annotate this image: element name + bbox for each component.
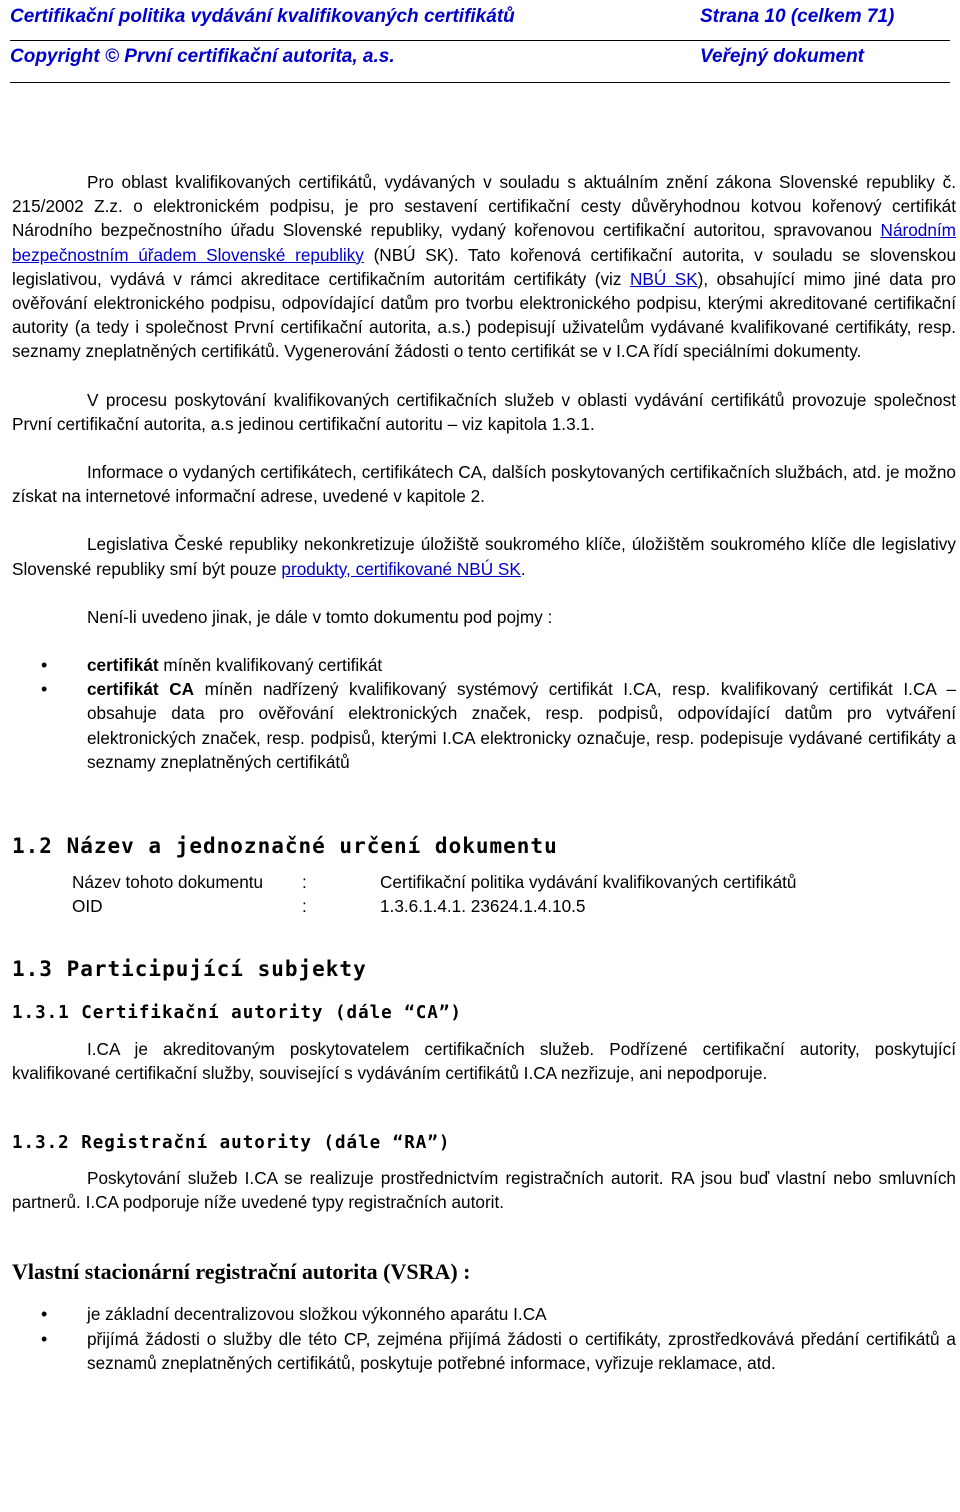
vsra-heading: Vlastní stacionární registrační autorita (VSRA) : — [12, 1259, 471, 1285]
key: OID — [72, 896, 103, 917]
header-row-1 — [10, 6, 950, 38]
header-row-2 — [10, 46, 950, 78]
text: ), obsahující mimo jiné data pro ověřování elektronického podpisu, odpovídající datům pro tvorbu elektronického podpisu, kterými akreditované certifikační autority (a tedy i společnost První certifikační autorita, a.s.) podepisují uživatelům vydávané kvalifikované certifikáty, resp. seznamy zneplatněných certifikátů. Vygenerování žádosti o tento certifikát se v I.CA řídí speciálními dokumenty. — [12, 268, 956, 362]
document-classification: Veřejný dokument — [700, 46, 865, 67]
section-heading-1-2: 1.2 Název a jednoznačné určení dokumentu — [12, 834, 558, 859]
copyright: Copyright © První certifikační autorita, a.s. — [10, 46, 395, 67]
term: certifikát CA — [87, 679, 195, 700]
text: Legislativa České republiky nekonkretizuje úložiště soukromého klíče, úložištěm soukromého klíče dle legislativy Slovenské republiky smí být pouze — [12, 534, 956, 579]
paragraph-terms-intro: Není-li uvedeno jinak, je dále v tomto dokumentu pod pojmy : — [87, 606, 553, 627]
paragraph-trust-anchor — [12, 170, 956, 364]
terms-list — [12, 653, 956, 774]
value: 1.3.6.1.4.1. 23624.1.4.10.5 — [380, 896, 586, 917]
separator: : — [302, 872, 307, 893]
header-bottom-line — [10, 82, 950, 83]
page-header — [0, 0, 960, 84]
paragraph-process: V procesu poskytování kvalifikovaných certifikačních služeb v oblasti vydávání certifikátů provozuje společnost První certifikační autorita, a.s jedinou certifikační autoritu – viz kapitola 1.3.1. — [12, 389, 956, 434]
list-item — [87, 653, 956, 677]
page-number: Strana 10 (celkem 71) — [700, 6, 895, 27]
subsection-heading-1-3-1: 1.3.1 Certifikační autority (dále “CA”) — [12, 1002, 462, 1023]
link-nbu-sk[interactable]: NBÚ SK — [629, 268, 698, 289]
term: certifikát — [87, 655, 159, 676]
page-content — [12, 170, 956, 1375]
vsra-list — [12, 1302, 956, 1375]
header-divider — [10, 40, 950, 41]
list-item: • je základní decentralizovou složkou výkonného aparátu I.CA — [87, 1302, 956, 1326]
list-item — [87, 677, 956, 774]
doc-name-row — [12, 870, 956, 894]
paragraph-information: Informace o vydaných certifikátech, certifikátech CA, dalších poskytovaných certifikačních službách, atd. je možno získat na internetové informační adrese, uvedené v kapitole 2. — [12, 462, 956, 507]
text: (NBÚ SK). Tato kořenová certifikační autorita, v souladu se slovenskou legislativou, vydává v rámci akreditace certifikačním autoritám certifikáty (viz — [12, 244, 956, 289]
separator: : — [302, 896, 307, 917]
section-heading-1-3: 1.3 Participující subjekty — [12, 956, 367, 981]
link-certified-products[interactable]: produkty, certifikované NBÚ SK — [281, 558, 521, 579]
subsection-heading-1-3-2: 1.3.2 Registrační autority (dále “RA”) — [12, 1133, 451, 1154]
definition: míněn nadřízený kvalifikovaný systémový certifikát I.CA, resp. kvalifikovaný certifikát I.CA – obsahuje data pro ověřování elektronických značek, resp. podpisů, odpovídající datům pro vytváření elektronických značek, resp. podpisů, kterými I.CA elektronicky označuje, resp. podepisuje vydávané certifikáty a seznamy zneplatněných certifikátů — [87, 679, 956, 772]
key: Název tohoto dokumentu — [72, 872, 264, 893]
definition: míněn kvalifikovaný certifikát — [158, 655, 383, 676]
paragraph-ra: Poskytování služeb I.CA se realizuje prostřednictvím registračních autorit. RA jsou buď vlastní nebo smluvních partnerů. I.CA podporuje níže uvedené typy registračních autorit. — [12, 1167, 956, 1212]
text: Pro oblast kvalifikovaných certifikátů, vydávaných v souladu s aktuálním znění zákona Slovenské republiky č. 215/2002 Z.z. o elektronickém podpisu, je pro sestavení certifikační cesty důvěryhodnou kotvou kořenový certifikát Národního bezpečnostního úřadu Slovenské republiky, vydaný kořenovou certifikační autoritou, spravovanou — [12, 172, 956, 241]
text: . — [520, 558, 526, 579]
document-title: Certifikační politika vydávání kvalifikovaných certifikátů — [10, 6, 515, 27]
link-nbu-sk-authority[interactable]: Národním bezpečnostním úřadem Slovenské republiky — [12, 220, 956, 265]
value: Certifikační politika vydávání kvalifikovaných certifikátů — [380, 872, 797, 893]
list-item: • přijímá žádosti o služby dle této CP, zejména přijímá žádosti o certifikáty, zprostředkovává předání certifikátů a seznamů zneplatněných certifikátů, poskytuje potřebné informace, vyřizuje reklamace, atd. — [87, 1327, 956, 1375]
paragraph-ca: I.CA je akreditovaným poskytovatelem certifikačních služeb. Podřízené certifikační autority, poskytující kvalifikované certifikační služby, související s vydáváním certifikátů I.CA nezřizuje, ani nepodporuje. — [12, 1039, 956, 1084]
oid-row — [12, 894, 956, 918]
paragraph-legislation — [12, 532, 956, 580]
